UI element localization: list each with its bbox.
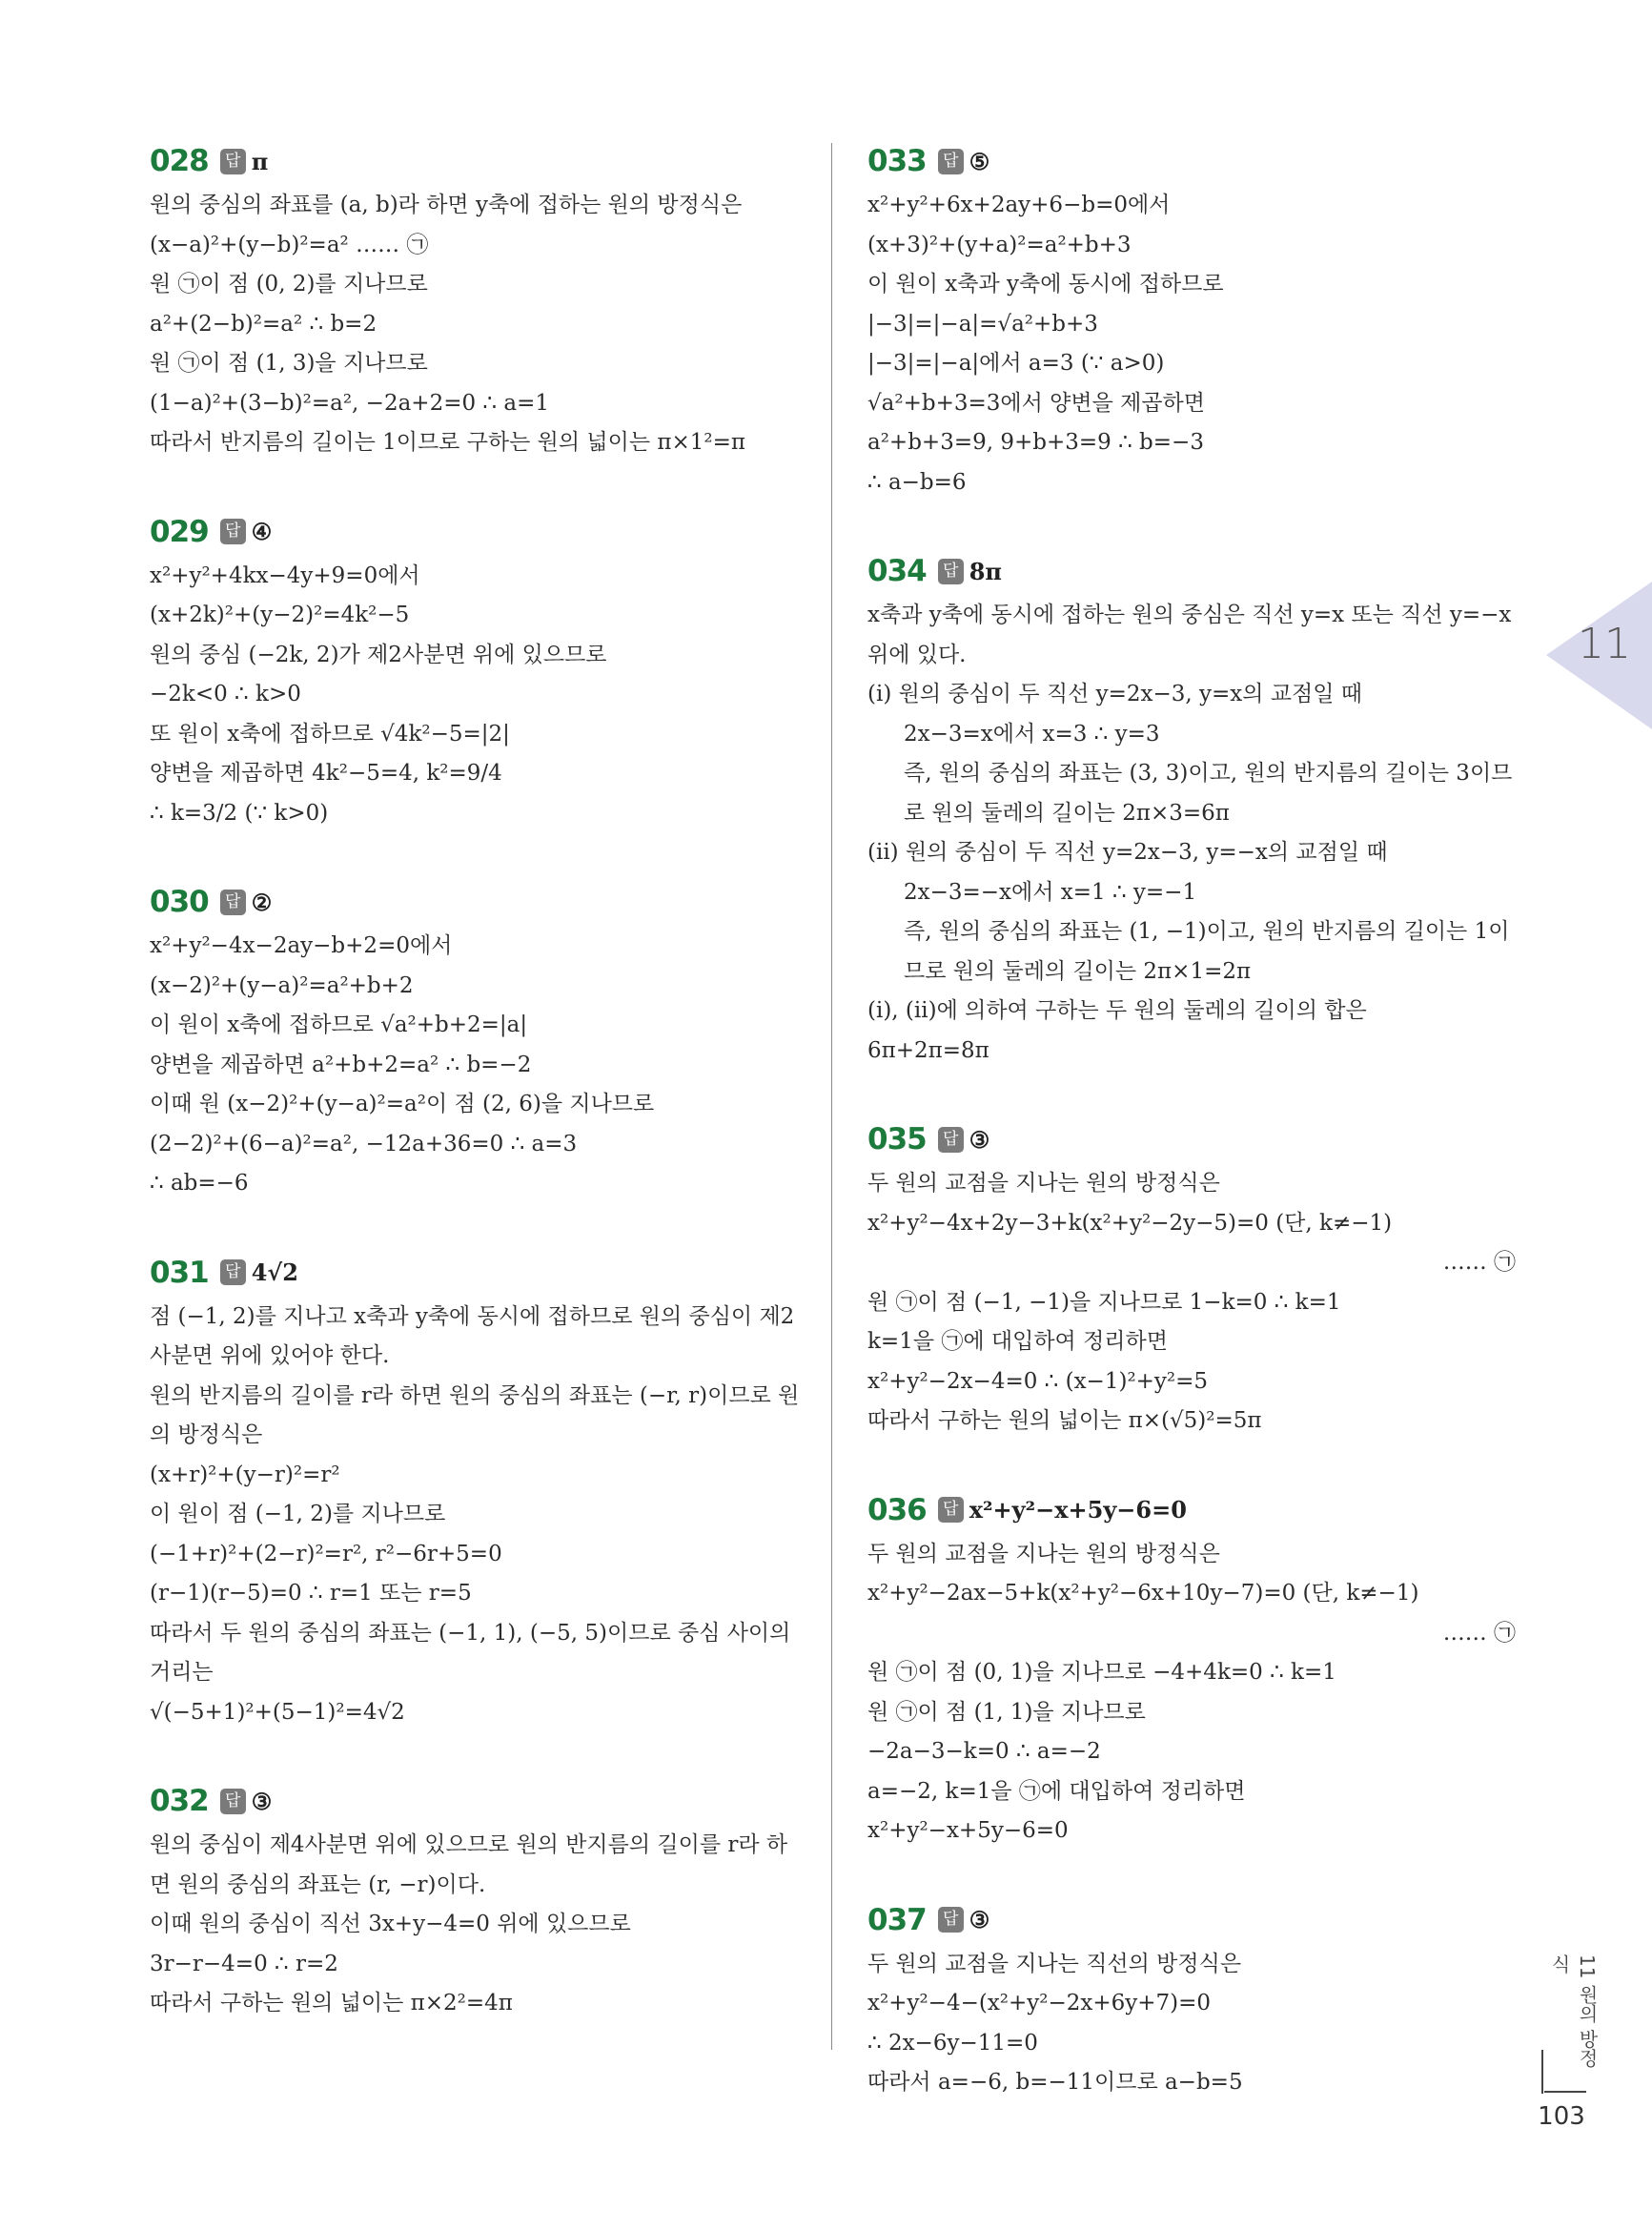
solution-line: 이 원이 점 (−1, 2)를 지나므로 — [150, 1502, 446, 1526]
solution-line: (2−2)²+(6−a)²=a², −12a+36=0 ∴ a=3 — [150, 1131, 578, 1156]
chapter-number: 11 — [1578, 620, 1631, 668]
answer-badge: 답 — [220, 519, 246, 544]
answer-value: ③ — [251, 1787, 273, 1815]
problem-number: 028 — [150, 144, 209, 178]
problem-header — [150, 1778, 807, 1824]
solution-line: 즉, 원의 중심의 좌표는 (3, 3)이고, 원의 반지름의 길이는 3이므로 원의 둘레의 길이는 2π×3=6π — [904, 761, 1513, 826]
problem-number: 036 — [867, 1492, 927, 1527]
solution-line: 2x−3=x에서 x=3 ∴ y=3 — [904, 721, 1160, 747]
answer-value: ⑤ — [969, 147, 990, 175]
answer-badge: 답 — [220, 890, 246, 915]
column-divider — [831, 143, 832, 2050]
solution-line: 원 ㉠이 점 (−1, −1)을 지나므로 1−k=0 ∴ k=1 — [867, 1289, 1341, 1315]
solution-line: x²+y²+6x+2ay+6−b=0에서 — [867, 193, 1171, 217]
problem-number: 032 — [150, 1784, 209, 1818]
problem-number: 037 — [867, 1902, 927, 1937]
solution-line: 이 원이 x축에 접하므로 √a²+b+2=|a| — [150, 1013, 528, 1037]
problem-029 — [150, 509, 807, 834]
right-column — [867, 138, 1525, 2149]
solution-line: (x+3)²+(y+a)²=a²+b+3 — [867, 232, 1132, 257]
solution-line: |−3|=|−a|에서 a=3 (∵ a>0) — [867, 351, 1165, 376]
solution-line: √(−5+1)²+(5−1)²=4√2 — [150, 1699, 405, 1725]
solution-line: 따라서 반지름의 길이는 1이므로 구하는 원의 넓이는 π×1²=π — [150, 430, 746, 455]
solution-line: 원의 중심이 제4사분면 위에 있으므로 원의 반지름의 길이를 r라 하면 원의 중심의 좌표는 (r, −r)이다. — [150, 1832, 788, 1897]
answer-value: ③ — [969, 1125, 990, 1154]
solution-line: ∴ ab=−6 — [150, 1171, 249, 1196]
answer-badge: 답 — [938, 1127, 964, 1153]
solution-line: 따라서 구하는 원의 넓이는 π×2²=4π — [150, 1991, 513, 2015]
solution-line: −2a−3−k=0 ∴ a=−2 — [867, 1739, 1101, 1764]
solution-line: (1−a)²+(3−b)²=a², −2a+2=0 ∴ a=1 — [150, 390, 549, 416]
solution-line: (−1+r)²+(2−r)²=r², r²−6r+5=0 — [150, 1541, 502, 1566]
solution-line: −2k<0 ∴ k>0 — [150, 682, 301, 706]
solution-line: ∴ k=3/2 (∵ k>0) — [150, 800, 329, 826]
solution-line: (ii) 원의 중심이 두 직선 y=2x−3, y=−x의 교점일 때 — [867, 840, 1388, 865]
page-number: 103 — [1538, 2102, 1585, 2131]
left-column — [150, 138, 807, 2070]
solution-line: 3r−r−4=0 ∴ r=2 — [150, 1951, 338, 1976]
solution-line: 즉, 원의 중심의 좌표는 (1, −1)이고, 원의 반지름의 길이는 1이므로 원의 둘레의 길이는 2π×1=2π — [904, 919, 1510, 984]
footer-rule — [1544, 2091, 1586, 2093]
answer-value: 4√2 — [251, 1258, 298, 1286]
solution-line: √a²+b+3=3에서 양변을 제곱하면 — [867, 390, 1205, 416]
solution-line: 두 원의 교점을 지나는 원의 방정식은 — [867, 1541, 1220, 1566]
problem-header — [867, 548, 1525, 594]
problem-035 — [867, 1116, 1525, 1442]
answer-badge: 답 — [220, 1789, 246, 1814]
problem-header — [150, 509, 807, 555]
footer-rule-vertical — [1541, 2050, 1543, 2094]
answer-value: ② — [251, 888, 273, 916]
problem-header — [867, 138, 1525, 184]
solution-line: 이때 원 (x−2)²+(y−a)²=a²이 점 (2, 6)을 지나므로 — [150, 1092, 655, 1116]
problem-number: 031 — [150, 1255, 209, 1290]
solution-line: 원의 반지름의 길이를 r라 하면 원의 중심의 좌표는 (−r, r)이므로 원의 방정식은 — [150, 1382, 800, 1447]
solution-line: ∴ a−b=6 — [867, 469, 967, 495]
problem-number: 035 — [867, 1122, 927, 1156]
solution-line: (x−a)²+(y−b)²=a² …… ㉠ — [150, 232, 429, 257]
running-title: 11 원의 방정식 — [1548, 1954, 1599, 2068]
answer-value: π — [251, 147, 269, 175]
solution-line: …… ㉠ — [1442, 1620, 1516, 1646]
answer-value: ④ — [251, 518, 273, 545]
solution-line: 양변을 제곱하면 4k²−5=4, k²=9/4 — [150, 761, 502, 786]
solution-line: (i), (ii)에 의하여 구하는 두 원의 둘레의 길이의 합은 — [867, 998, 1367, 1023]
solution-line: x²+y²−2x−4=0 ∴ (x−1)²+y²=5 — [867, 1368, 1209, 1394]
solution-line: 원 ㉠이 점 (1, 3)을 지나므로 — [150, 351, 428, 376]
solution-line: x²+y²−x+5y−6=0 — [867, 1818, 1069, 1843]
solution-line: 두 원의 교점을 지나는 원의 방정식은 — [867, 1171, 1220, 1196]
solution-line: x축과 y축에 동시에 접하는 원의 중심은 직선 y=x 또는 직선 y=−x 위에 있다. — [867, 603, 1512, 667]
solution-line: 이 원이 x축과 y축에 동시에 접하므로 — [867, 272, 1224, 297]
solution-line: 이때 원의 중심이 직선 3x+y−4=0 위에 있으므로 — [150, 1912, 631, 1936]
problem-033 — [867, 138, 1525, 502]
problem-header — [867, 1897, 1525, 1943]
solution-line: (x−2)²+(y−a)²=a²+b+2 — [150, 972, 414, 998]
answer-badge: 답 — [938, 1497, 964, 1523]
problem-034 — [867, 548, 1525, 1071]
problem-header — [867, 1116, 1525, 1162]
answer-value: x²+y²−x+5y−6=0 — [969, 1496, 1187, 1524]
problem-header — [150, 1250, 807, 1296]
solution-line: (x+r)²+(y−r)²=r² — [150, 1462, 340, 1487]
solution-line: 두 원의 교점을 지나는 직선의 방정식은 — [867, 1951, 1242, 1976]
problem-number: 034 — [867, 554, 927, 588]
solution-line: (x+2k)²+(y−2)²=4k²−5 — [150, 603, 410, 627]
solution-line: x²+y²−2ax−5+k(x²+y²−6x+10y−7)=0 (단, k≠−1) — [867, 1581, 1419, 1606]
problem-header — [150, 138, 807, 184]
solution-line: 양변을 제곱하면 a²+b+2=a² ∴ b=−2 — [150, 1052, 532, 1077]
problem-028 — [150, 138, 807, 463]
answer-badge: 답 — [220, 149, 246, 174]
solution-line: a²+(2−b)²=a² ∴ b=2 — [150, 311, 377, 337]
solution-line: 따라서 두 원의 중심의 좌표는 (−1, 1), (−5, 5)이므로 중심 사이의 거리는 — [150, 1620, 791, 1685]
solution-line: 6π+2π=8π — [867, 1037, 989, 1063]
problem-header — [150, 879, 807, 925]
answer-badge: 답 — [938, 559, 964, 584]
solution-line: x²+y²+4kx−4y+9=0에서 — [150, 563, 420, 588]
solution-line: x²+y²−4x+2y−3+k(x²+y²−2y−5)=0 (단, k≠−1) — [867, 1210, 1393, 1236]
solution-line: 점 (−1, 2)를 지나고 x축과 y축에 동시에 접하므로 원의 중심이 제2사분면 위에 있어야 한다. — [150, 1303, 795, 1368]
solution-line: x²+y²−4−(x²+y²−2x+6y+7)=0 — [867, 1991, 1212, 2015]
problem-030 — [150, 879, 807, 1204]
problem-031 — [150, 1250, 807, 1733]
answer-badge: 답 — [938, 1907, 964, 1933]
solution-line: 원 ㉠이 점 (1, 1)을 지나므로 — [867, 1699, 1146, 1725]
problem-037 — [867, 1897, 1525, 2103]
problem-036 — [867, 1487, 1525, 1852]
solution-line: 원의 중심의 좌표를 (a, b)라 하면 y축에 접하는 원의 방정식은 — [150, 193, 743, 217]
solution-line: a²+b+3=9, 9+b+3=9 ∴ b=−3 — [867, 430, 1204, 455]
problem-number: 029 — [150, 514, 209, 549]
solution-line: |−3|=|−a|=√a²+b+3 — [867, 311, 1098, 337]
problem-number: 030 — [150, 885, 209, 919]
problem-032 — [150, 1778, 807, 2024]
answer-badge: 답 — [938, 149, 964, 174]
solution-line: …… ㉠ — [1442, 1250, 1516, 1275]
solution-line: (r−1)(r−5)=0 ∴ r=1 또는 r=5 — [150, 1581, 472, 1606]
answer-value: 8π — [969, 557, 1002, 585]
problem-number: 033 — [867, 144, 927, 178]
solution-line: 따라서 a=−6, b=−11이므로 a−b=5 — [867, 2070, 1243, 2095]
solution-line: ∴ 2x−6y−11=0 — [867, 2030, 1038, 2056]
solution-line: 2x−3=−x에서 x=1 ∴ y=−1 — [904, 879, 1197, 905]
problem-header — [867, 1487, 1525, 1533]
solution-line: 원 ㉠이 점 (0, 2)를 지나므로 — [150, 272, 428, 297]
answer-badge: 답 — [220, 1259, 246, 1285]
answer-value: ③ — [969, 1906, 990, 1933]
solution-line: 또 원이 x축에 접하므로 √4k²−5=|2| — [150, 721, 510, 747]
solution-line: 원의 중심 (−2k, 2)가 제2사분면 위에 있으므로 — [150, 642, 607, 667]
solution-line: 원 ㉠이 점 (0, 1)을 지나므로 −4+4k=0 ∴ k=1 — [867, 1660, 1336, 1685]
solution-line: x²+y²−4x−2ay−b+2=0에서 — [150, 933, 453, 958]
solution-line: (i) 원의 중심이 두 직선 y=2x−3, y=x의 교점일 때 — [867, 682, 1362, 706]
solution-line: a=−2, k=1을 ㉠에 대입하여 정리하면 — [867, 1778, 1246, 1804]
solution-line: 따라서 구하는 원의 넓이는 π×(√5)²=5π — [867, 1408, 1262, 1433]
solution-line: k=1을 ㉠에 대입하여 정리하면 — [867, 1329, 1168, 1354]
